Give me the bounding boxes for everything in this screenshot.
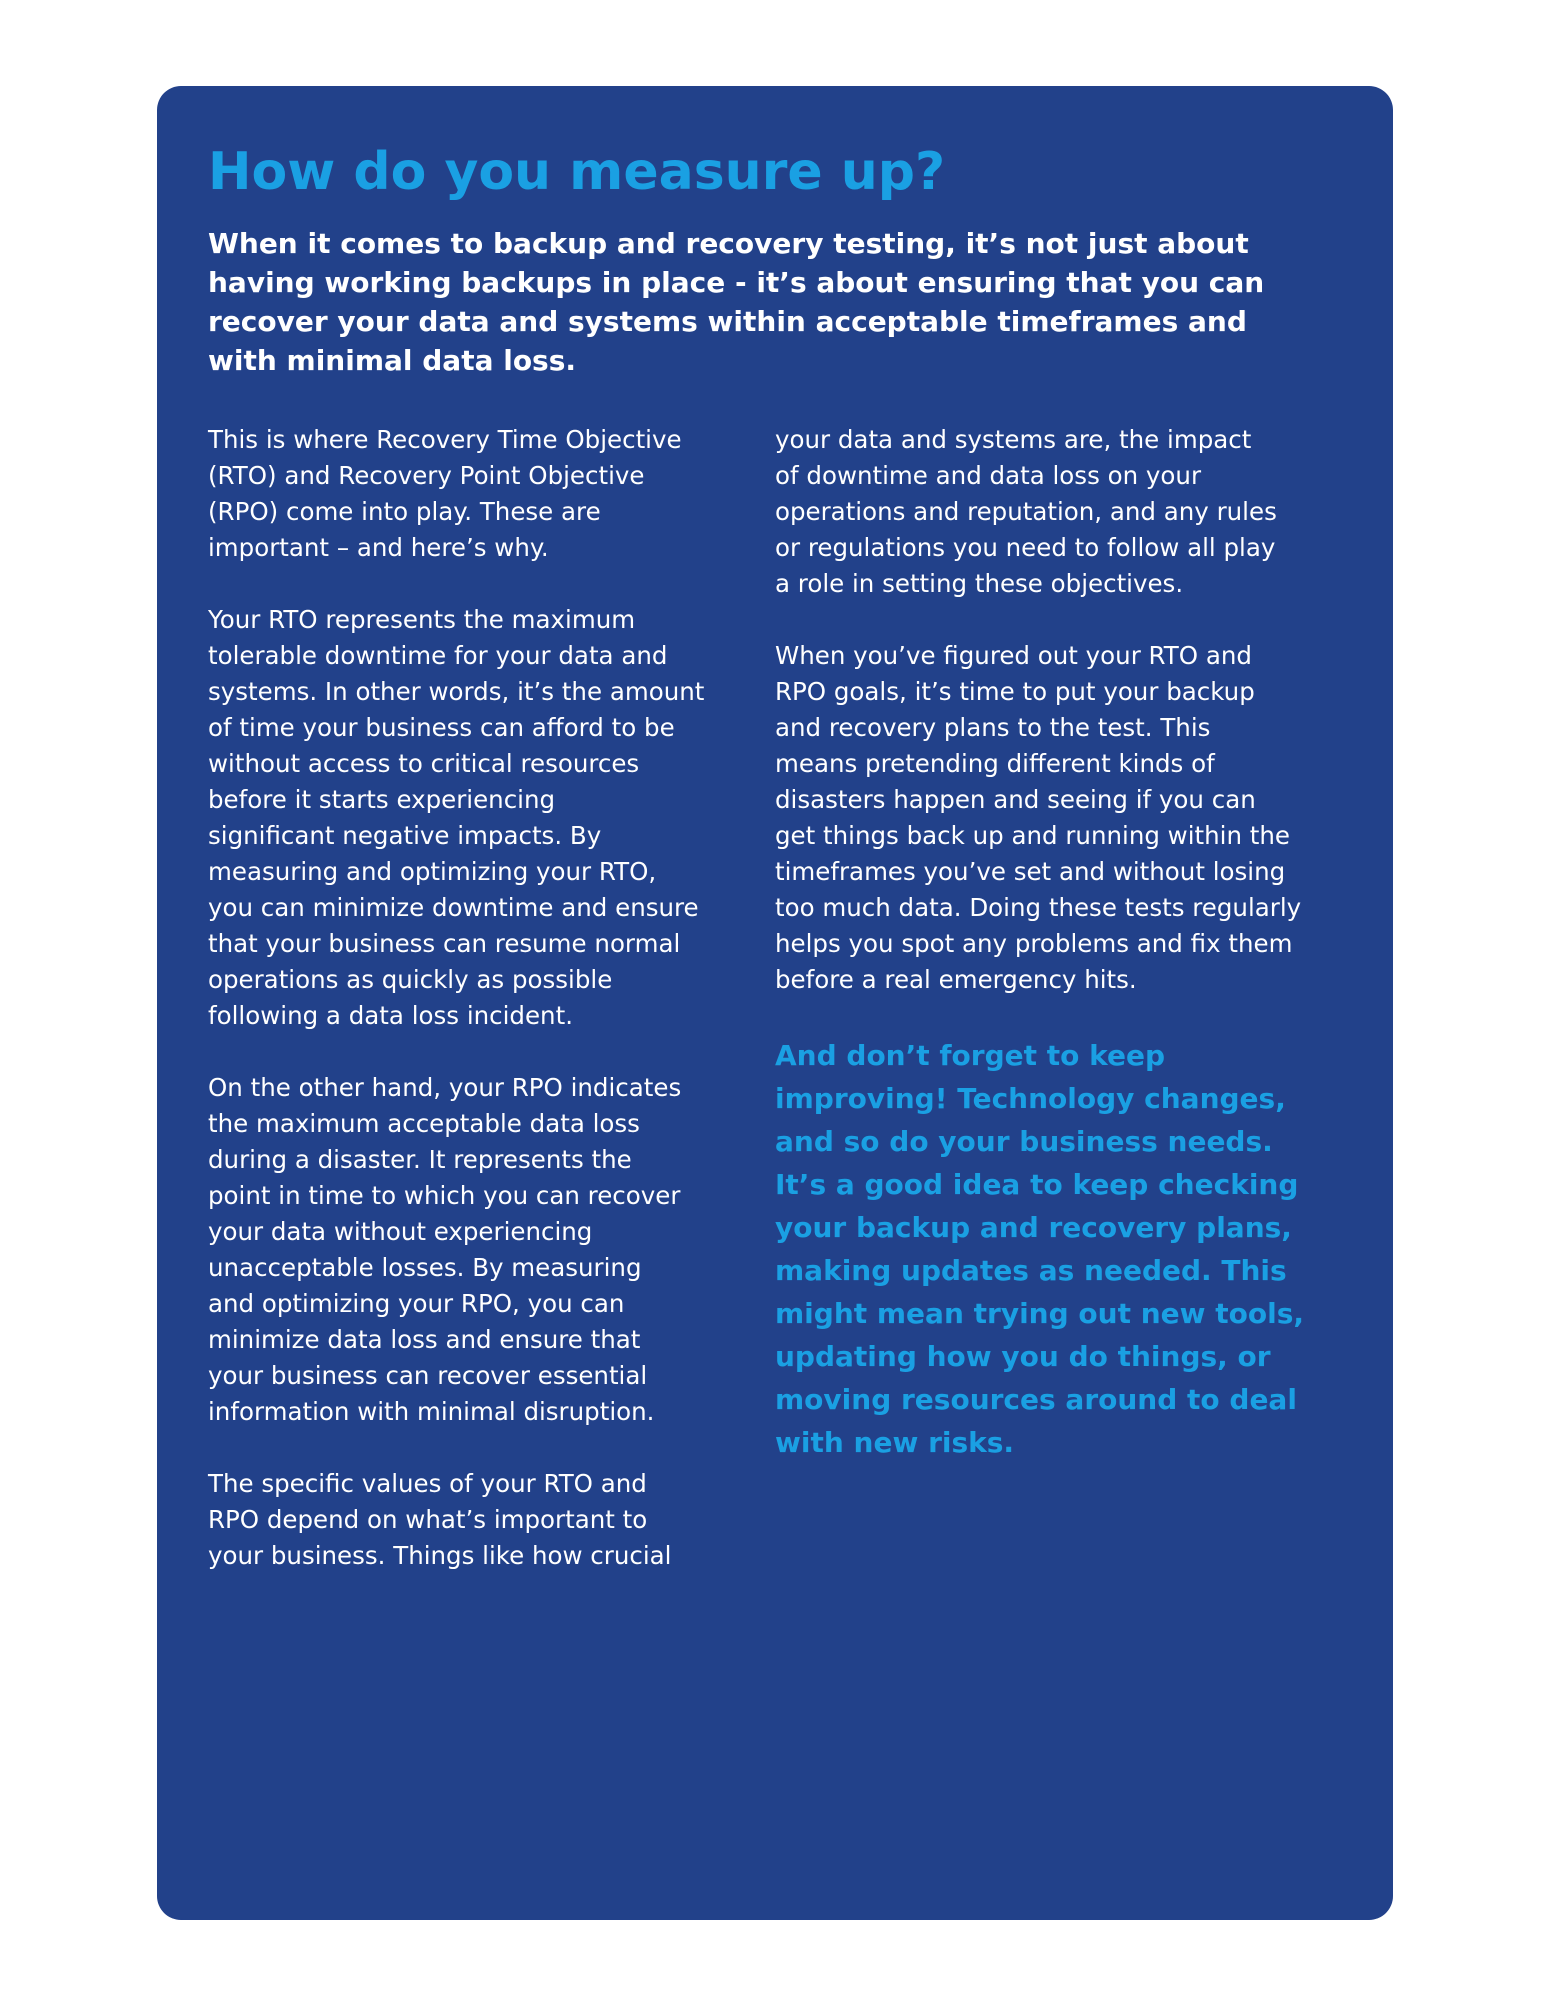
- paragraph-rto: Your RTO represents the maximum tolerable downtime for your data and systems. In other words, it’s the amount of time your business can afford to be without access to critical resources before it starts experiencing significant negative impacts. By measuring and optimizing your RTO, you can minimize downtime and ensure that your business can resume normal operations as quickly as possible following a data loss incident.: [208, 605, 705, 1030]
- lead-paragraph: When it comes to backup and recovery testing, it’s not just about having working backups in place - it’s about ensuring that you can recover your data and systems within acceptable timeframes and with minimal data loss.: [208, 227, 1265, 377]
- right-column: [775, 422, 1350, 1500]
- paragraph-rpo: On the other hand, your RPO indicates the maximum acceptable data loss during a disaster. It represents the point in time to which you can recover your data without experiencing unacceptable losses. By measuring and optimizing your RPO, you can minimize data loss and ensure that your business can recover essential information with minimal disruption.: [208, 1073, 682, 1426]
- paragraph-specific-values: The specific values of your RTO and RPO depend on what’s important to your business. Things like how crucial: [208, 1469, 672, 1570]
- page-title: How do you measure up?: [208, 142, 946, 202]
- content-panel: [157, 86, 1393, 1920]
- highlight-paragraph: And don’t forget to keep improving! Technology changes, and so do your business needs. It’s a good idea to keep checking your backup and recovery plans, making updates as needed. This might mean trying out new tools, updating how you do things, or moving resources around to deal with new risks.: [775, 1039, 1304, 1459]
- paragraph-rto-rpo-intro: This is where Recovery Time Objective (RTO) and Recovery Point Objective (RPO) come into play. These are important – and here’s why.: [208, 425, 682, 562]
- paragraph-testing: When you’ve figured out your RTO and RPO goals, it’s time to put your backup and recovery plans to the test. This means pretending different kinds of disasters happen and seeing if you can get things back up and running within the timeframes you’ve set and without losing too much data. Doing these tests regularly helps you spot any problems and fix them before a real emergency hits.: [775, 641, 1302, 994]
- paragraph-specific-values-cont: your data and systems are, the impact of downtime and data loss on your operations and reputation, and any rules or regulations you need to follow all play a role in setting these objectives.: [775, 425, 1277, 598]
- left-column: [208, 422, 763, 1610]
